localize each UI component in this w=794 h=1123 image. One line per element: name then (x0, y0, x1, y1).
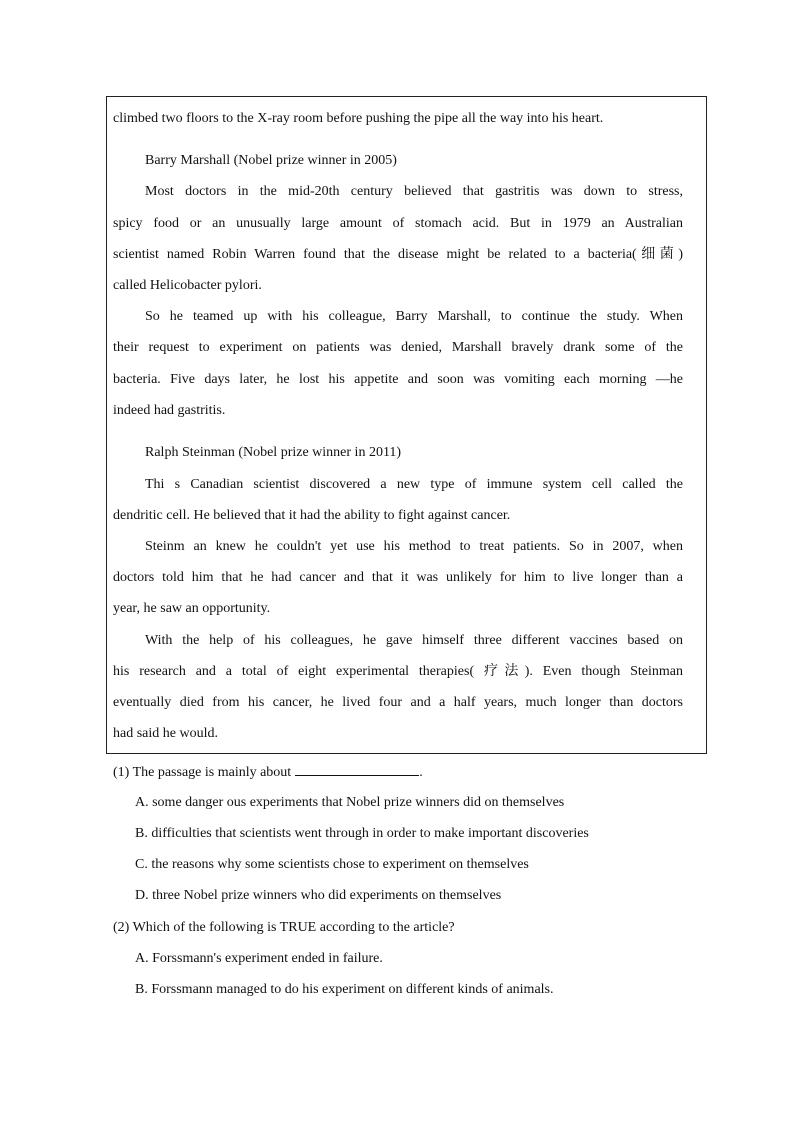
option-b: B. Forssmann managed to do his experiment on different kinds of animals. (135, 982, 554, 997)
passage-line: bacteria. Five days later, he lost his appetite and soon was vomiting each morning —he (113, 372, 683, 387)
option-a: A. Forssmann's experiment ended in failure. (135, 951, 383, 966)
passage-line: With the help of his colleagues, he gave himself three different vaccines based on (145, 633, 683, 648)
answer-blank[interactable] (295, 763, 419, 776)
passage-line: year, he saw an opportunity. (113, 601, 271, 616)
passage-line: scientist named Robin Warren found that the disease might be related to a bacteria(细菌) (113, 247, 683, 262)
option-d: D. three Nobel prize winners who did experiments on themselves (135, 888, 502, 903)
passage-line: climbed two floors to the X-ray room before pushing the pipe all the way into his heart. (113, 111, 604, 126)
passage-line: doctors told him that he had cancer and that it was unlikely for him to live longer than a (113, 570, 683, 585)
passage-line: Most doctors in the mid-20th century believed that gastritis was down to stress, (145, 184, 683, 199)
option-b: B. difficulties that scientists went through in order to make important discoveries (135, 826, 589, 841)
option-c: C. the reasons why some scientists chose to experiment on themselves (135, 857, 529, 872)
passage-line: Thi s Canadian scientist discovered a new type of immune system cell called the (145, 477, 683, 492)
passage-line: spicy food or an unusually large amount of stomach acid. But in 1979 an Australian (113, 216, 683, 231)
heading-marshall: Barry Marshall (Nobel prize winner in 2005) (145, 153, 397, 168)
passage-line: had said he would. (113, 726, 218, 741)
passage-line: called Helicobacter pylori. (113, 278, 262, 293)
passage-line: their request to experiment on patients was denied, Marshall bravely drank some of the (113, 340, 683, 355)
passage-line: indeed had gastritis. (113, 403, 226, 418)
passage-line: his research and a total of eight experimental therapies( 疗法). Even though Steinman (113, 664, 683, 679)
question-stem-text: (1) The passage is mainly about (113, 765, 292, 780)
question-2-stem: (2) Which of the following is TRUE according to the article? (113, 920, 455, 935)
option-a: A. some danger ous experiments that Nobel prize winners did on themselves (135, 795, 565, 810)
passage-line: eventually died from his cancer, he lived four and a half years, much longer than doctors (113, 695, 683, 710)
question-1-stem (113, 763, 423, 782)
heading-steinman: Ralph Steinman (Nobel prize winner in 2011) (145, 445, 402, 460)
passage-line: Steinm an knew he couldn't yet use his method to treat patients. So in 2007, when (145, 539, 683, 554)
passage-line: So he teamed up with his colleague, Barry Marshall, to continue the study. When (145, 309, 683, 324)
stem-end: . (419, 765, 423, 780)
passage-line: dendritic cell. He believed that it had the ability to fight against cancer. (113, 508, 511, 523)
